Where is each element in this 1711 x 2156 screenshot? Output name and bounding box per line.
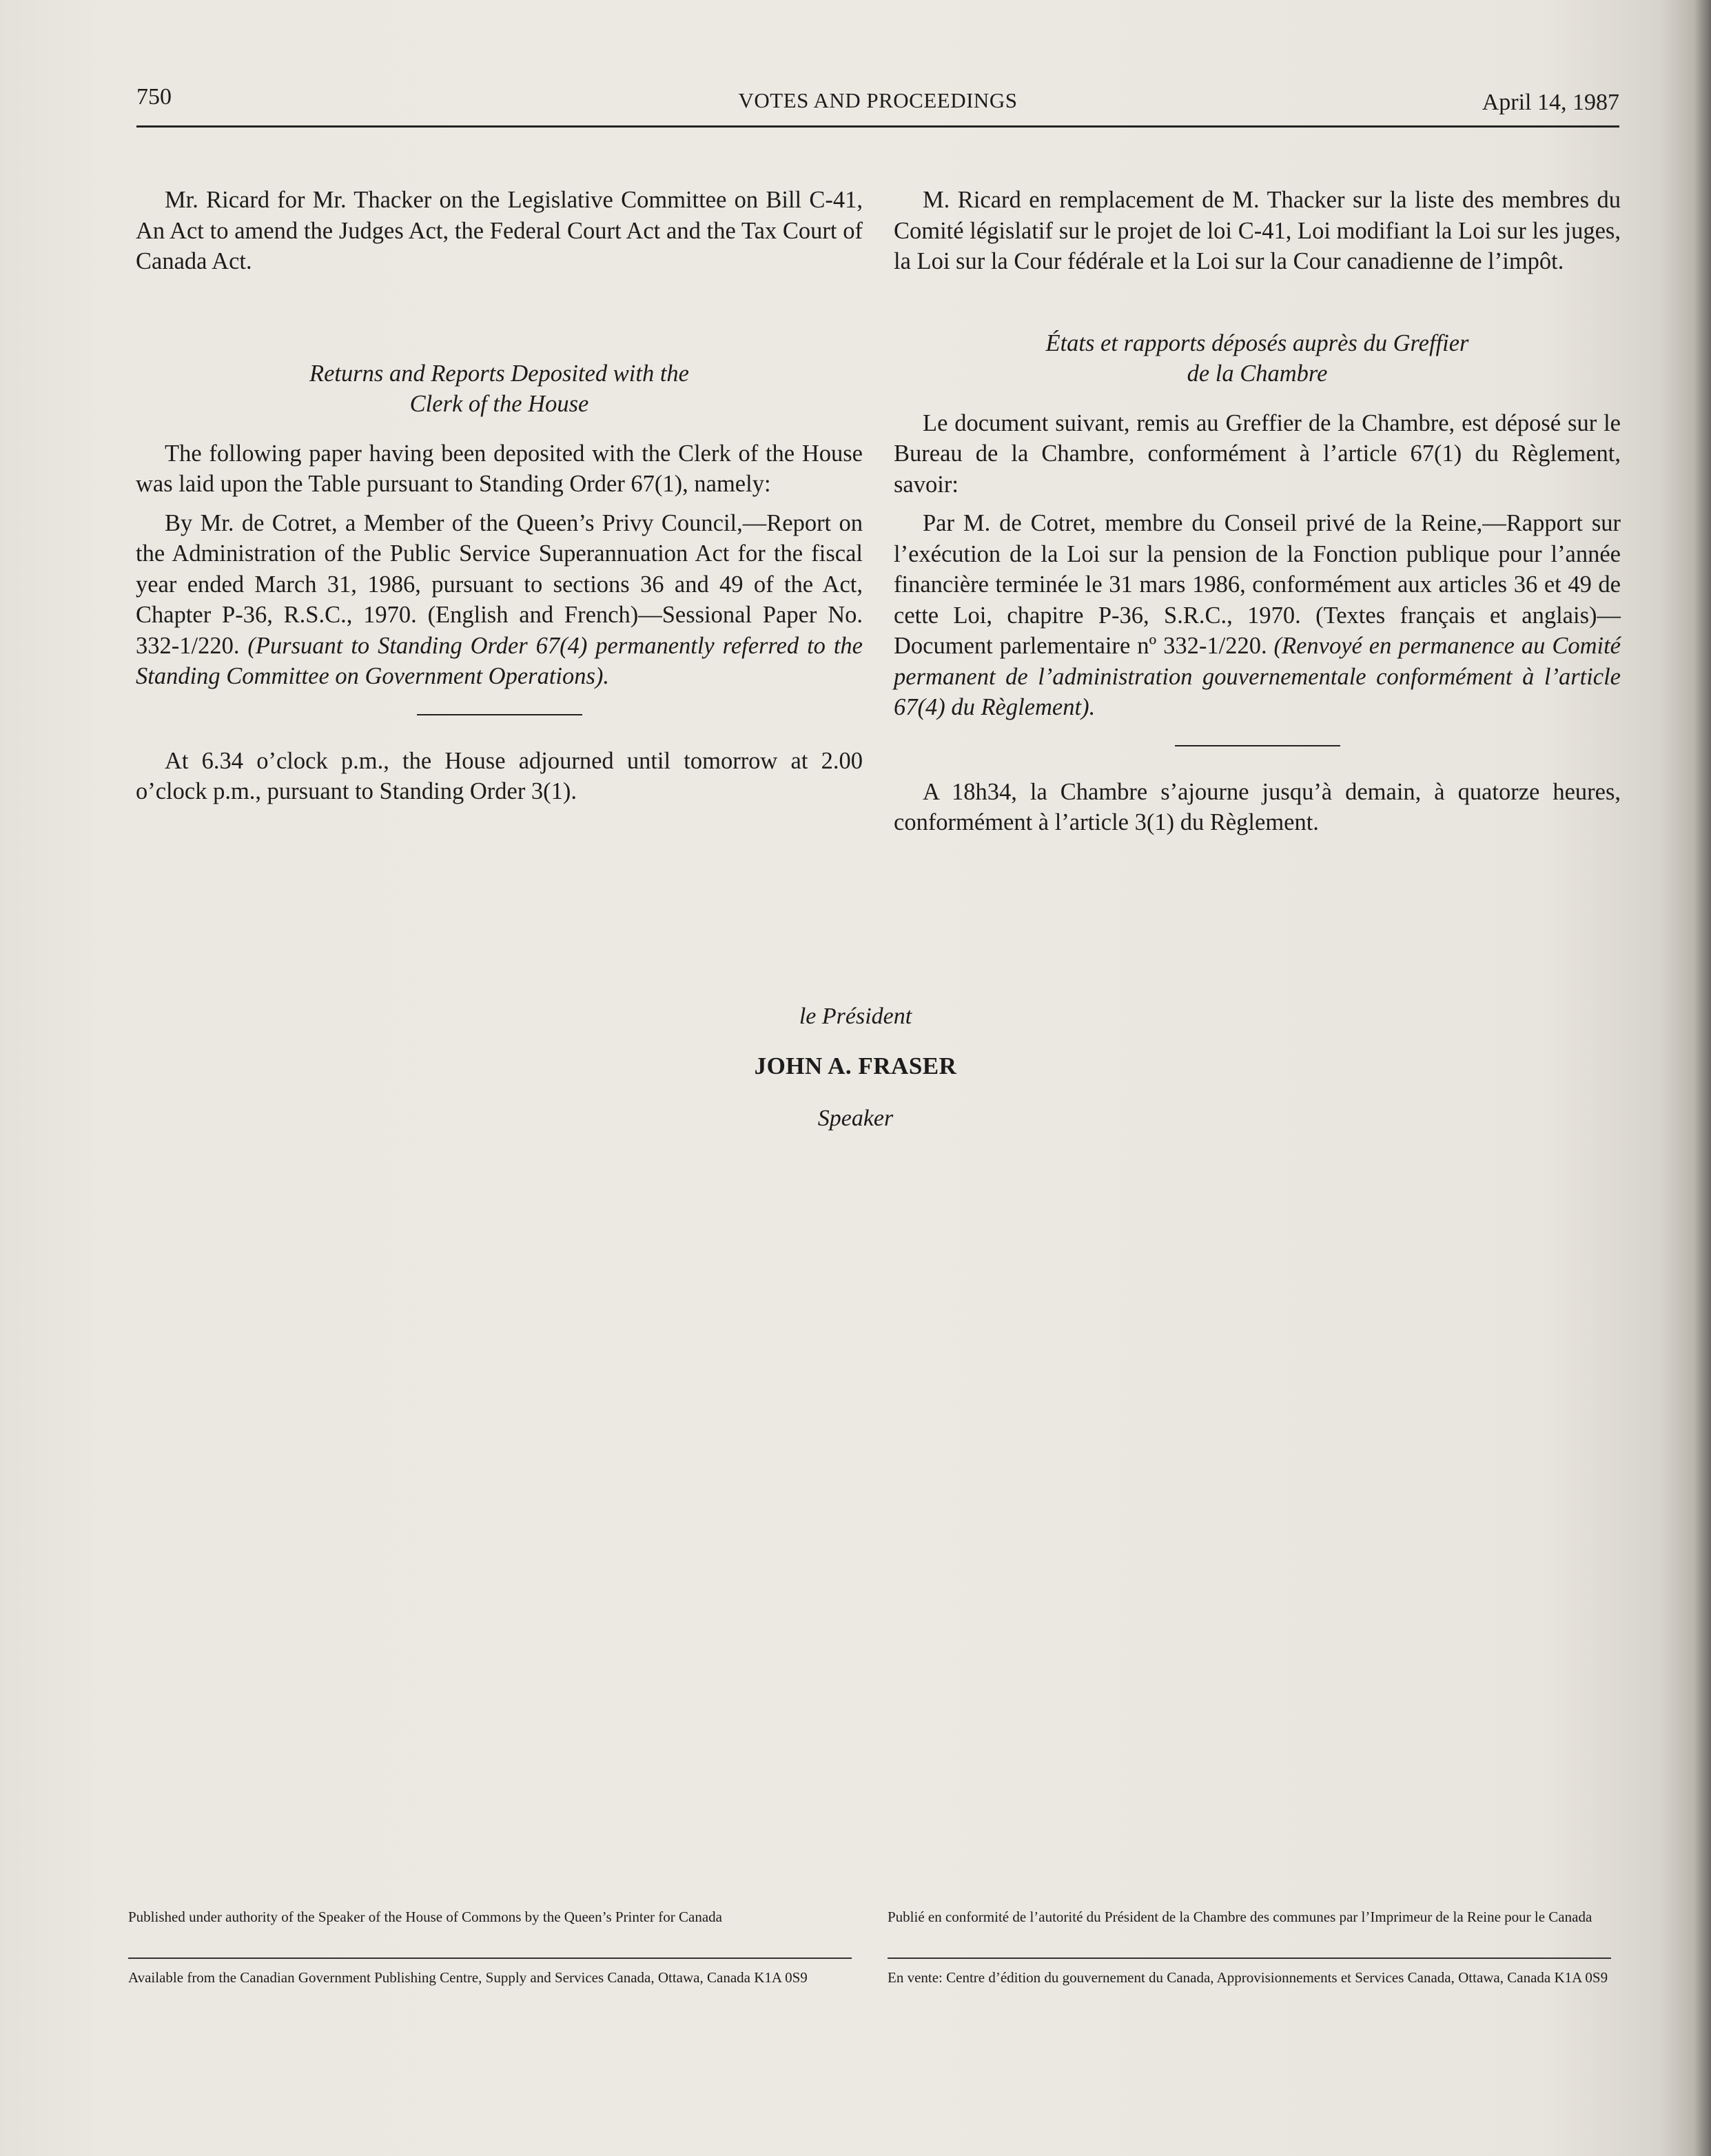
footer-en-rule: [128, 1957, 852, 1959]
signoff-name: JOHN A. FRASER: [754, 1052, 957, 1079]
footer-fr-availability: En vente: Centre d’édition du gouvernement du Canada, Approvisionnements et Services Canada, Ottawa, Canada K1A 0S9: [888, 1969, 1608, 1986]
fr-report-referral: (Renvoyé en permanence au Comité permanent de l’administration gouvernementale conformément à l’article 67(4) du Règlement).: [894, 633, 1621, 720]
footer-fr-authority: Publié en conformité de l’autorité du Président de la Chambre des communes par l’Imprimeur de la Reine pour le Canada: [888, 1909, 1592, 1925]
en-report-text: By Mr. de Cotret, a Member of the Queen’s Privy Council,—Report on the Administration of the Public Service Superannuation Act for the fiscal year ended March 31, 1986, pursuant to sections 36 and 49 of the Act, Chapter P-36, R.S.C., 1970. (English and French)—Sessional Paper No. 332-1/220.: [136, 509, 863, 659]
footer-fr-rule: [888, 1957, 1611, 1959]
fr-heading-line2: de la Chambre: [1187, 360, 1328, 387]
signoff-role-french: le Président: [799, 1004, 912, 1029]
en-adjournment: At 6.34 o’clock p.m., the House adjourned until tomorrow at 2.00 o’clock p.m., pursuant to Standing Order 3(1).: [136, 747, 863, 804]
english-column: [136, 185, 863, 807]
en-committee-substitution: Mr. Ricard for Mr. Thacker on the Legislative Committee on Bill C-41, An Act to amend the Judges Act, the Federal Court Act and the Tax Court of Canada Act.: [136, 187, 863, 274]
en-report-paragraph: [136, 508, 863, 692]
en-section-heading: [136, 358, 863, 419]
page-date: April 14, 1987: [1482, 90, 1619, 115]
fr-report-paragraph: [894, 508, 1621, 723]
footer-en-authority: Published under authority of the Speaker of the House of Commons by the Queen’s Printer for Canada: [128, 1909, 722, 1925]
fr-adjournment: A 18h34, la Chambre s’ajourne jusqu’à demain, à quatorze heures, conformément à l’article 3(1) du Règlement.: [894, 778, 1621, 835]
page-number: 750: [136, 84, 172, 110]
french-column: [894, 185, 1621, 838]
page-header: [136, 81, 1619, 128]
en-report-referral: (Pursuant to Standing Order 67(4) permanently referred to the Standing Committee on Government Operations).: [136, 632, 863, 689]
footer-en-availability: Available from the Canadian Government Publishing Centre, Supply and Services Canada, Ottawa, Canada K1A 0S9: [128, 1969, 808, 1986]
fr-heading-line1: États et rapports déposés auprès du Greffier: [1045, 329, 1469, 356]
signoff-role-english: Speaker: [817, 1106, 894, 1131]
fr-deposit-intro: Le document suivant, remis au Greffier de la Chambre, est déposé sur le Bureau de la Chambre, conformément à l’article 67(1) du Règlement, savoir:: [894, 409, 1621, 498]
en-heading-line2: Clerk of the House: [409, 390, 589, 417]
fr-section-heading: [894, 328, 1621, 389]
en-deposit-intro: The following paper having been deposited with the Clerk of the House was laid upon the Table pursuant to Standing Order 67(1), namely:: [136, 440, 863, 497]
fr-report-text: Par M. de Cotret, membre du Conseil privé de la Reine,—Rapport sur l’exécution de la Loi sur la pension de la Fonction publique pour l’année financière terminée le 31 mars 1986, conformément aux articles 36 et 49 de cette Loi, chapitre P-36, S.R.C., 1970. (Textes français et anglais)—Document parlementaire nº 332-1/220.: [894, 510, 1621, 659]
en-heading-line1: Returns and Reports Deposited with the: [309, 360, 689, 387]
page-title: VOTES AND PROCEEDINGS: [738, 88, 1018, 112]
fr-committee-substitution: M. Ricard en remplacement de M. Thacker sur la liste des membres du Comité législatif sur le projet de loi C-41, Loi modifiant la Loi sur les juges, la Loi sur la Cour fédérale et la Loi sur la Cour canadienne de l’impôt.: [894, 187, 1621, 274]
